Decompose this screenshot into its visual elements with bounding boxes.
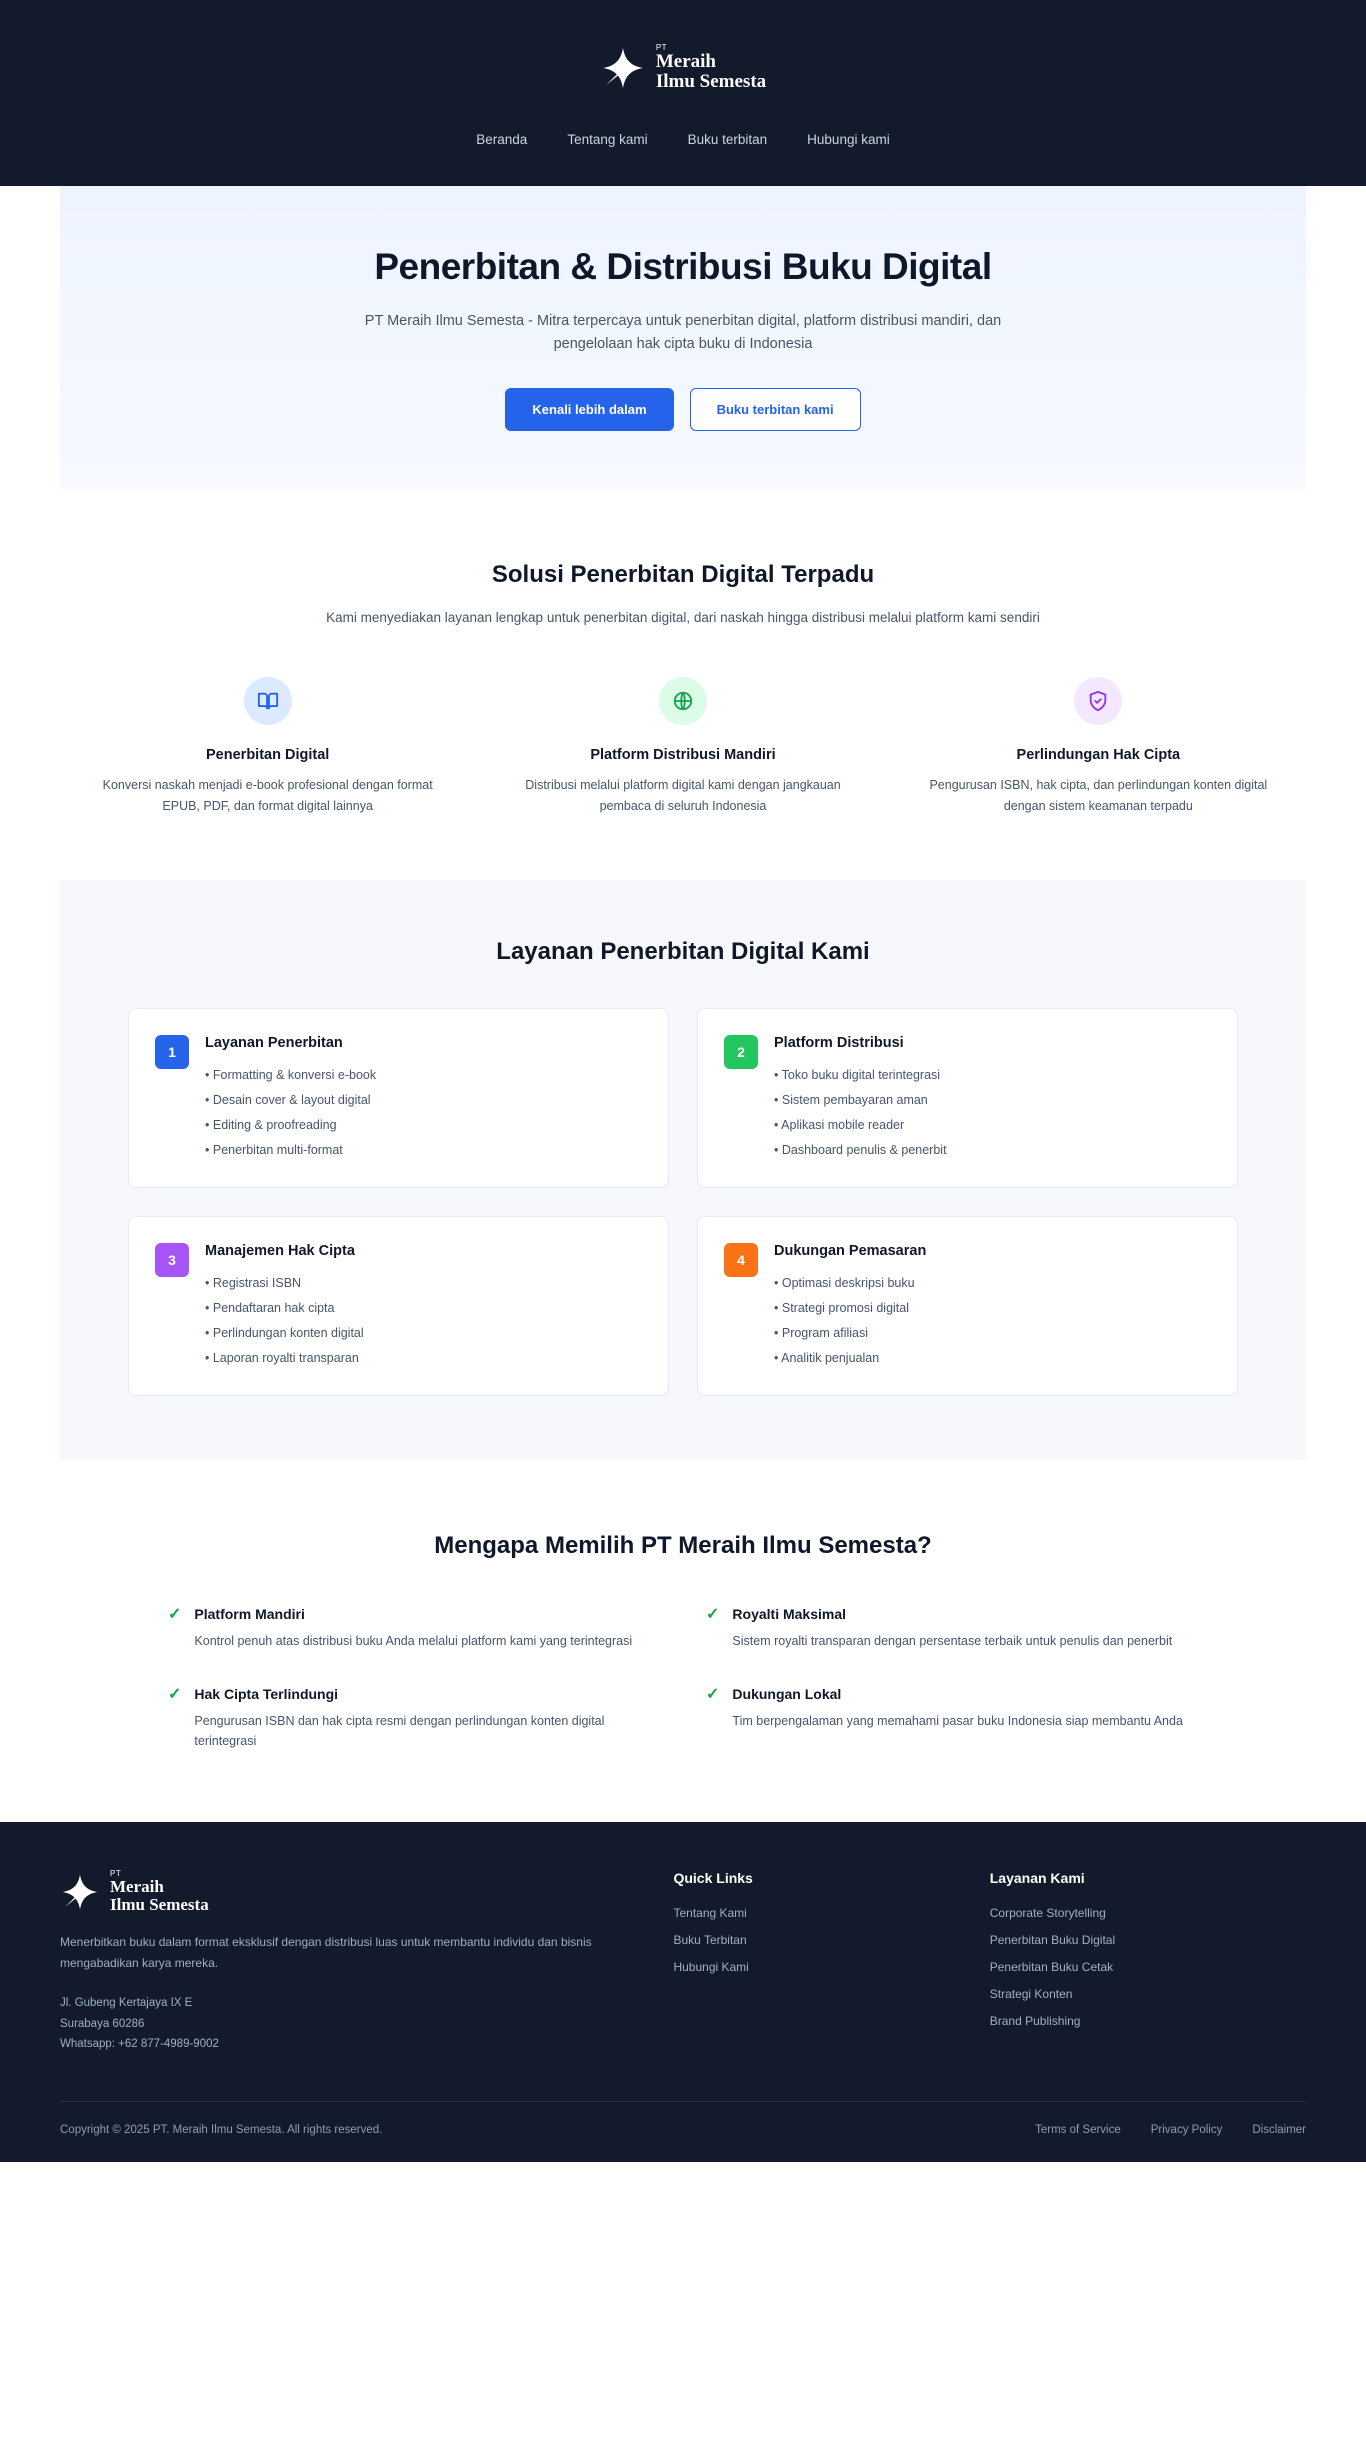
footer-link-hubungi-kami[interactable]: Hubungi Kami <box>673 1960 749 1975</box>
service-list-item: • Desain cover & layout digital <box>205 1088 376 1113</box>
check-icon: ✓ <box>168 1606 182 1624</box>
service-list-item: • Laporan royalti transparan <box>205 1346 364 1371</box>
why-item-title: Royalti Maksimal <box>732 1606 847 1623</box>
service-card-title: Dukungan Pemasaran <box>774 1243 927 1260</box>
solutions-subtitle: Kami menyediakan layanan lengkap untuk penerbitan digital, dari naskah hingga distribusi melalui platform kami sendiri <box>326 610 1040 626</box>
feature-penerbitan-digital <box>60 677 475 816</box>
services-title: Layanan Penerbitan Digital Kami <box>496 938 870 966</box>
service-card-title: Manajemen Hak Cipta <box>205 1243 355 1260</box>
service-list-item: • Toko buku digital terintegrasi <box>774 1063 947 1088</box>
service-number-badge: 4 <box>724 1243 758 1277</box>
footer-legal-links <box>1035 2124 1306 2136</box>
nav-item-hubungi-kami[interactable]: Hubungi kami <box>807 132 890 147</box>
star-spark-icon <box>600 45 646 91</box>
kenali-lebih-dalam-button[interactable]: Kenali lebih dalam <box>505 388 673 431</box>
footer-link-buku-terbitan[interactable]: Buku Terbitan <box>673 1933 747 1948</box>
hero-actions <box>100 388 1266 431</box>
solutions-title: Solusi Penerbitan Digital Terpadu <box>491 561 875 589</box>
service-list-item: • Program afiliasi <box>774 1321 926 1346</box>
whatsapp-line: Whatsapp: +62 877-4989-9002 <box>60 2038 219 2051</box>
why-item-desc: Tim berpengalaman yang memahami pasar buku Indonesia siap membantu Anda <box>732 1713 1183 1728</box>
why-title: Mengapa Memilih PT Meraih Ilmu Semesta? <box>434 1532 932 1560</box>
footer-brand-block <box>60 1870 673 2055</box>
footer-link-penerbitan-buku-cetak[interactable]: Penerbitan Buku Cetak <box>989 1960 1114 1975</box>
brand-text <box>656 44 766 92</box>
footer-brand-logo[interactable] <box>60 1870 613 1914</box>
why-item-platform-mandiri <box>168 1606 660 1652</box>
service-card-platform-distribusi <box>697 1008 1238 1188</box>
nav-item-beranda[interactable]: Beranda <box>476 132 528 147</box>
service-card-manajemen-hak-cipta <box>128 1216 669 1396</box>
service-list-item: • Perlindungan konten digital <box>205 1321 364 1346</box>
main-nav <box>0 110 1366 147</box>
feature-perlindungan-hak-cipta <box>891 677 1306 816</box>
copyright-text: Copyright © 2025 PT. Meraih Ilmu Semesta. All rights reserved. <box>60 2124 383 2137</box>
service-list-item: • Optimasi deskripsi buku <box>774 1271 926 1296</box>
services-section <box>60 880 1306 1460</box>
footer-link-privacy-policy[interactable]: Privacy Policy <box>1150 2124 1223 2137</box>
why-item-title: Platform Mandiri <box>194 1606 305 1623</box>
service-list-item: • Dashboard penulis & penerbit <box>774 1138 947 1163</box>
address-line-1: Jl. Gubeng Kertajaya IX E <box>60 1996 193 2009</box>
service-list-item: • Registrasi ISBN <box>205 1271 364 1296</box>
site-header <box>0 0 1366 186</box>
address-line-2: Surabaya 60286 <box>60 2017 145 2030</box>
hero-section <box>60 186 1306 489</box>
service-card-title: Layanan Penerbitan <box>205 1035 343 1052</box>
service-list-item: • Analitik penjualan <box>774 1346 926 1371</box>
feature-title: Platform Distribusi Mandiri <box>590 746 776 763</box>
hero-title: Penerbitan & Distribusi Buku Digital <box>374 246 992 287</box>
footer-link-tentang-kami[interactable]: Tentang Kami <box>673 1906 747 1921</box>
feature-title: Penerbitan Digital <box>206 746 330 763</box>
site-footer <box>0 1822 1366 2162</box>
brand-line-2: Ilmu Semesta <box>655 71 767 93</box>
service-number-badge: 2 <box>724 1035 758 1069</box>
check-icon: ✓ <box>168 1685 182 1703</box>
why-item-title: Hak Cipta Terlindungi <box>194 1685 339 1702</box>
service-list-item: • Editing & proofreading <box>205 1113 376 1138</box>
footer-quick-links-title: Quick Links <box>673 1870 753 1887</box>
footer-services-links <box>990 1870 1306 2055</box>
why-grid <box>168 1606 1198 1752</box>
why-item-desc: Kontrol penuh atas distribusi buku Anda melalui platform kami yang terintegrasi <box>194 1634 633 1649</box>
solutions-section <box>0 489 1366 880</box>
footer-description: Menerbitkan buku dalam format eksklusif dengan distribusi luas untuk membantu individu dan bisnis mengabadikan karya mereka. <box>60 1935 592 1970</box>
nav-item-buku-terbitan[interactable]: Buku terbitan <box>687 132 768 147</box>
check-icon: ✓ <box>706 1606 720 1624</box>
feature-platform-distribusi-mandiri <box>475 677 890 816</box>
footer-link-strategi-konten[interactable]: Strategi Konten <box>989 1987 1073 2002</box>
footer-services-title: Layanan Kami <box>989 1870 1085 1887</box>
footer-link-corporate-storytelling[interactable]: Corporate Storytelling <box>989 1906 1106 1921</box>
feature-desc: Konversi naskah menjadi e-book profesional dengan format EPUB, PDF, dan format digital lainnya <box>102 777 433 813</box>
service-number-badge: 3 <box>155 1243 189 1277</box>
footer-brand-text <box>110 1870 209 1914</box>
why-section <box>0 1460 1366 1822</box>
footer-bottom <box>60 2101 1306 2162</box>
solutions-grid <box>60 677 1306 880</box>
footer-link-penerbitan-buku-digital[interactable]: Penerbitan Buku Digital <box>989 1933 1116 1948</box>
footer-quick-links <box>673 1870 989 2055</box>
footer-link-terms-of-service[interactable]: Terms of Service <box>1035 2124 1121 2137</box>
footer-address <box>60 1993 613 2055</box>
service-list-item: • Sistem pembayaran aman <box>774 1088 947 1113</box>
why-item-desc: Pengurusan ISBN dan hak cipta resmi dengan perlindungan konten digital terintegrasi <box>194 1713 605 1749</box>
service-card-dukungan-pemasaran <box>697 1216 1238 1396</box>
brand-logo[interactable] <box>0 26 1366 110</box>
why-item-royalti-maksimal <box>706 1606 1198 1652</box>
why-item-title: Dukungan Lokal <box>732 1685 842 1702</box>
footer-link-disclaimer[interactable]: Disclaimer <box>1252 2124 1306 2137</box>
service-list-item: • Penerbitan multi-format <box>205 1138 376 1163</box>
feature-desc: Pengurusan ISBN, hak cipta, dan perlindungan konten digital dengan sistem keamanan terpadu <box>929 777 1268 813</box>
brand-line-1: Meraih <box>655 51 716 73</box>
service-number-badge: 1 <box>155 1035 189 1069</box>
feature-title: Perlindungan Hak Cipta <box>1016 746 1181 763</box>
star-spark-icon <box>60 1872 100 1912</box>
footer-top <box>60 1870 1306 2055</box>
why-item-desc: Sistem royalti transparan dengan persentase terbaik untuk penulis dan penerbit <box>732 1634 1173 1649</box>
service-card-layanan-penerbitan <box>128 1008 669 1188</box>
brand-pt: PT <box>655 42 668 52</box>
footer-link-brand-publishing[interactable]: Brand Publishing <box>989 2014 1081 2029</box>
brand-pt: PT <box>110 1869 122 1879</box>
shield-check-icon <box>1074 677 1122 725</box>
service-list-item: • Formatting & konversi e-book <box>205 1063 376 1088</box>
brand-line-1: Meraih <box>110 1877 164 1897</box>
book-open-icon <box>244 677 292 725</box>
services-grid <box>128 1008 1238 1396</box>
service-list-item: • Aplikasi mobile reader <box>774 1113 947 1138</box>
brand-line-2: Ilmu Semesta <box>110 1895 209 1915</box>
check-icon: ✓ <box>706 1685 720 1703</box>
globe-icon <box>659 677 707 725</box>
buku-terbitan-kami-button[interactable]: Buku terbitan kami <box>690 388 861 431</box>
service-list-item: • Pendaftaran hak cipta <box>205 1296 364 1321</box>
service-list-item: • Strategi promosi digital <box>774 1296 926 1321</box>
hero-subtitle: PT Meraih Ilmu Semesta - Mitra terpercaya untuk penerbitan digital, platform distribusi mandiri, dan pengelolaan hak cipta buku di Indonesia <box>364 313 1002 353</box>
why-item-dukungan-lokal <box>706 1686 1198 1752</box>
service-card-title: Platform Distribusi <box>774 1035 904 1052</box>
why-item-hak-cipta-terlindungi <box>168 1686 660 1752</box>
nav-item-tentang-kami[interactable]: Tentang kami <box>567 132 648 147</box>
feature-desc: Distribusi melalui platform digital kami dengan jangkauan pembaca di seluruh Indonesia <box>525 777 841 813</box>
